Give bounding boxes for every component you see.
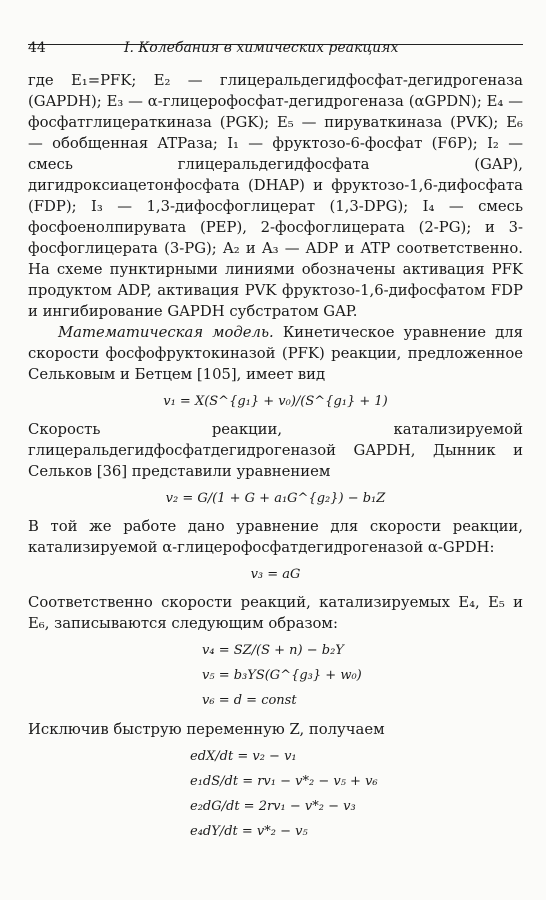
equation-v6: v₆ = d = const: [202, 693, 297, 708]
paragraph-math-model-text: Кинетическое уравнение для скорости фосфофруктокиназой (PFK) реакции, предложенное Сельковым и Бетцем [105], имеет вид: [28, 324, 524, 383]
equation-v5: v₅ = b₃YS(G^{g₃} + w₀): [202, 668, 362, 683]
equation-v3: v₃ = aG: [250, 567, 301, 582]
ode-y: e₄dY/dt = v*₂ − v₅: [190, 824, 308, 839]
paragraph-enzymes-legend: где E₁=PFK; E₂ — глицеральдегидфосфат-дегидрогеназа (GAPDH); E₃ — α-глицерофосфат-дегидрогеназа (αGPDN); E₄ — фосфатглицераткиназа (PGK); E₅ — пируваткиназа (PVK); E₆ — обобщенная ATPаза; I₁ — фруктозо-6-фосфат (F6P); I₂ — смесь глицеральдегидфосфата (GAP), дигидроксиацетонфосфата (DHAP) и фруктозо-1,6-дифосфата (FDP); I₃ — 1,3-дифосфоглицерат (1,3-DPG); I₄ — смесь фосфоенолпирувата (PEP), 2-фосфоглицерата (2-PG); и 3-фосфоглицерата (3-PG); A₂ и A₃ — ADP и ATP соответственно. На схеме пунктирными линиями обозначены активация PFK продуктом ADP, активация PVK фруктозо-1,6-дифосфатом FDP и ингибирование GAPDH субстратом GAP.: [28, 72, 523, 320]
paragraph-gapdh-rate: Скорость реакции, катализируемой глицеральдегидфосфатдегидрогеназой GAPDH, Дынник и Сельков [36] представили уравнением: [28, 421, 523, 480]
paragraph-eliminate-z: Исключив быструю переменную Z, получаем: [28, 721, 385, 738]
equation-group-odes: [28, 744, 523, 844]
equation-v1: v₁ = X(S^{g₁} + v₀)/(S^{g₁} + 1): [163, 394, 388, 409]
equation-v4: v₄ = SZ/(S + n) − b₂Y: [202, 643, 344, 658]
ode-g: e₂dG/dt = 2rv₁ − v*₂ − v₃: [190, 799, 356, 814]
page-header: [28, 40, 523, 56]
section-lead: Математическая модель.: [58, 324, 274, 341]
paragraph-rates-e4-e6: Соответственно скорости реакций, катализируемых E₄, E₅ и E₆, записываются следующим образом:: [28, 594, 523, 632]
ode-x: edX/dt = v₂ − v₁: [190, 749, 297, 764]
paragraph-gpdh-rate: В той же работе дано уравнение для скорости реакции, катализируемой α-глицерофосфатдегидрогеназой α-GPDH:: [28, 518, 523, 556]
equation-v2: v₂ = G/(1 + G + a₁G^{g₂}) − b₁Z: [165, 491, 386, 506]
running-title: I. Колебания в химических реакциях: [124, 40, 399, 56]
equation-group-rates: [28, 638, 523, 713]
page-number: 44: [28, 40, 46, 56]
ode-s: e₁dS/dt = rv₁ − v*₂ − v₅ + v₆: [190, 774, 378, 789]
page-body: [28, 70, 523, 850]
paragraph-math-model: [28, 322, 523, 385]
